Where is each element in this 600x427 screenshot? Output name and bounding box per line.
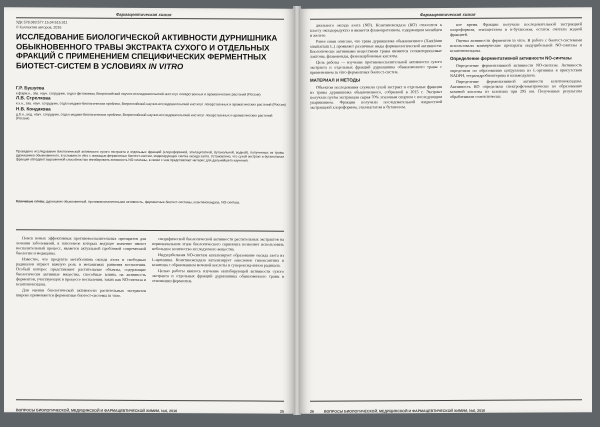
paragraph: Оценка активности ферментов in vitro. В работе с биотест-системами использовали коммерческие препараты индуцибельной NO-синтазы и ксантиноксидазы. [450,37,582,53]
paragraph: Целью работы явилось изучение ингибирующей активности сухого экстракта и отдельных фракций дурнишника обыкновенного травы в отношении ферментов. [152,267,284,283]
abstract: Проведено исследование биологической активности сухого экстракта и отдельных фракций (хлороформной, этилацетатной, бутанольной, водной), полученных из травы дурнишника обыкновенного, в условиях in vitro с помощью ферментных биотест-систем, моделирующих синтез оксида азота. Установлено, что сухой экстракт и бутанольная фракция обладают выраженной способностью ингибировать активность NO-синтазы, в связи с чем представляют интерес для дальнейшего изучения. [16,149,284,163]
journal-name: ВОПРОСЫ БИОЛОГИЧЕСКОЙ, МЕДИЦИНСКОЙ И ФАРМАЦЕВТИЧЕСКОЙ ХИМИИ, №6, 2016 [324,408,486,414]
paragraph: Поиск новых эффективных противовоспалительных препаратов для лечения заболеваний, в патогенезе которых ведущее значение имеют воспалительный процесс, является актуальной проблемой современной биологии и медицины. [16,235,146,256]
page-number: 25 [280,409,284,414]
body-column-1 [310,22,442,111]
paragraph: Индуцибельная NO-синтаза катализирует образование оксида азота из L-аргинина. Ксантиноксидаза катализирует окисление гипоксантина и ксантина с образованием мочевой кислоты и супероксид-анион радикала. [152,251,284,268]
author-name: Н.В. Кондакова [16,105,51,112]
keywords-text: дурнишник обыкновенный, противовоспалительная активность, ферментные биотест-системы, ксантиноксидаза, NO-синтаза. [45,199,241,205]
title-main: ИССЛЕДОВАНИЕ БИОЛОГИЧЕСКОЙ АКТИВНОСТИ ДУРНИШНИКА ОБЫКНОВЕННОГО ТРАВЫ ЭКСТРАКТА СУХОГО И ОТДЕЛЬНЫХ ФРАКЦИЙ С ПРИМЕНЕНИЕМ СПЕЦИФИЧЕСКИХ ФЕРМЕНТНЫХ БИОТЕСТ-СИСТЕМ В УСЛОВИЯХ [16,32,278,71]
author-affiliation: к.х.н., зав. науч. сотрудник, отдел медико-биологических проблем, Всероссийский научно-исследовательский институт лекарственных и ароматических растений (Россия) [16,101,286,108]
footer-rule [16,399,284,401]
body-column-2 [450,21,582,100]
body-column-2 [152,236,284,284]
paragraph: ное время. Фракции получали последовательной экстракцией хлороформом, этилацетатом и н-бутанолом, остаток считали водной фракцией. [450,21,582,38]
page-number: 26 [310,409,314,414]
left-page [4,7,294,414]
right-page [300,7,592,414]
page-footer [16,408,284,414]
page-footer [310,408,582,414]
footer-rule [310,399,582,401]
author-name: Г.Р. Бушуева [16,85,45,91]
running-head: Фармацевтическая химия [420,11,476,18]
author-block [16,106,286,122]
copyright: © Коллектив авторов, 2016 [16,24,62,30]
author-name: Л.В. Стрелкова [16,95,51,101]
subsection-heading: Определение ферментативной активности NO-синтазы [450,55,572,62]
journal-name: ВОПРОСЫ БИОЛОГИЧЕСКОЙ, МЕДИЦИНСКОЙ И ФАРМАЦЕВТИЧЕСКОЙ ХИМИИ, №6, 2016 [16,408,178,414]
paragraph: Известно, что продукты метаболизма оксида азота и свободных радикалов играют важную роль в механизмах развития воспаления. Особый интерес представляют растительные объекты, содержащие биологически активные вещества, способные влиять на активность ферментов, участвующих в процессе воспаления, таких как NO-синтаза и ксантиноксидаза. [16,256,146,287]
paragraph: специфической биологической активности растительных экстрактов на первоначальном этапе биологического скрининга позволяет использовать небольшое количество исследуемого вещества. [152,236,284,252]
author-block [16,96,286,108]
body-column-1 [16,235,146,298]
section-heading: МАТЕРИАЛ И МЕТОДЫ [310,77,361,83]
paragraph: Цель работы — изучение противовоспалительной активности сухого экстракта и отдельных фракций дурнишника обыкновенного травы с применением in vitro ферментных биотест-систем. [310,58,442,75]
header-rule [310,17,582,19]
paragraph: Объектом исследования служили сухой экстракт и отдельные фракции из травы дурнишника обыкновенного, собранной в 2015 г. Экстракт получали путём экстракции сырья 70% этиловым спиртом с последующим упариванием. Фракции получали последовательной жидкостной экстракцией хлороформом, этилацетатом и бутанолом. [310,84,442,111]
paragraph: Определение ферментативной активности ксантиноксидазы. Активность КО определяли спектрофотометрически по образованию мочевой кислоты из ксантина при 295 нм. Полученные результаты обрабатывали статистически. [450,78,582,100]
author-affiliation: к.фарм.н., зав. науч. сотрудник, отдел фитохимии, Всероссийский научно-исследовательский институт лекарственных и ароматических растений (Россия) [16,91,261,97]
paragraph: Для оценки биологической активности растительных экстрактов широко применяются ферментные биотест-системы in vitro. [16,287,146,298]
paragraph: диального оксида азота (NO). Ксантиноксидаза (КО) относится к классу оксидоредуктаз и является флавопротеином, содержащим молибден и железо. [310,22,442,38]
running-head: Фармацевтическая химия [116,11,172,18]
keywords [16,199,284,205]
title-italic: IN VITRO [148,61,184,71]
header-rule [16,17,284,19]
abstract-rule [16,229,284,231]
keywords-label: Ключевые слова: [16,199,45,204]
article-meta [16,20,67,29]
paragraph: Ранее нами описано, что трава дурнишника обыкновенного (Xanthium strumarium L.) проявляет различные виды фармакологической активности. Биологически активными веществами травы являются сесквитерпеновые лактоны, флавоноиды, фенолкарбоновые кислоты. [310,37,442,59]
udk-code: УДК 578.083:577.15.04:615.911 [16,20,68,25]
author-block [16,85,286,97]
author-affiliation: д.б.н., вед. науч. сотрудник, отдел медико-биологических проблем, Всероссийский научно-исследовательский институт лекарственных и ароматических растений (Россия) [16,111,273,121]
article-title [16,32,284,72]
author-list [16,85,286,122]
paragraph: Определение ферментативной активности NO-синтазы. Активность определяли по образованию цитруллина из L-аргинина в присутствии NADPH, тетрагидробиоптерина и кальмодулина. [450,62,582,79]
